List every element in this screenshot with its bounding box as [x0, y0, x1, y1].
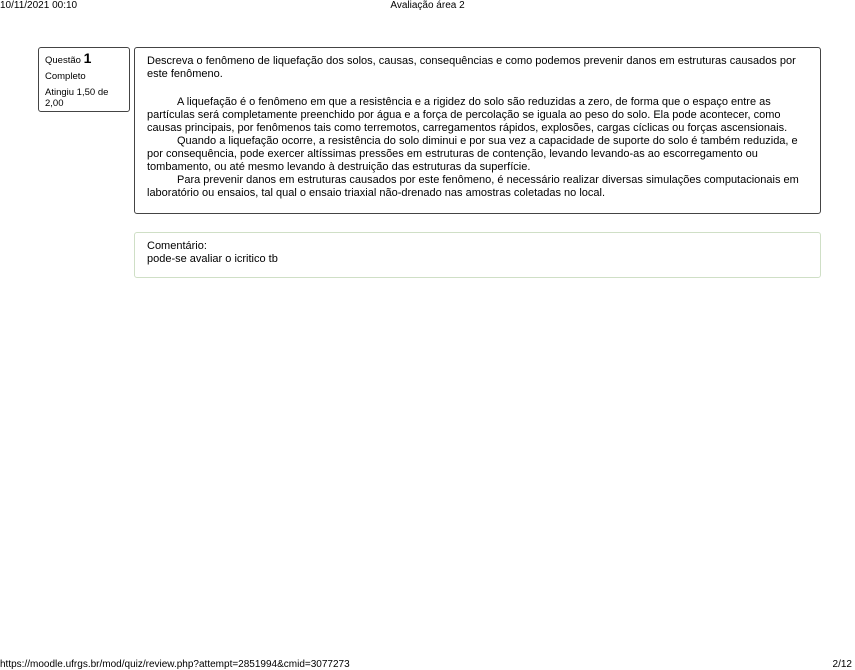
question-number-line: [45, 50, 123, 66]
print-header-title: Avaliação área 2: [390, 0, 465, 11]
question-state: Completo: [45, 71, 86, 82]
question-info-panel: [38, 47, 130, 112]
question-grade: Atingiu 1,50 de 2,00: [45, 87, 109, 109]
question-number: 1: [83, 50, 92, 66]
question-content-box: [134, 47, 821, 214]
answer-paragraph: Quando a liquefação ocorre, a resistência do solo diminui e por sua vez a capacidade de suporte do solo é também reduzida, e por consequência, pode exercer altíssimas pressões em estruturas de contenção, levando levando-as ao escorregamento ou tombamento, ou até mesmo levando à destruição das estruturas da superfície.: [147, 135, 798, 173]
print-footer-url: https://moodle.ufrgs.br/mod/quiz/review.php?attempt=2851994&cmid=3077273: [0, 659, 350, 670]
student-answer: [147, 96, 808, 200]
answer-paragraph: A liquefação é o fenômeno em que a resistência e a rigidez do solo são reduzidas a zero, de forma que o espaço entre as partículas será completamente preenchido por água e a força de percolação se iguala ao peso do solo. Ela pode acontecer, como causas principais, por fenômenos tais como terremotos, carregamentos rápidos, explosões, cargas cíclicas ou forças ascensionais.: [147, 96, 788, 134]
comment-box: [134, 232, 821, 278]
answer-paragraph: Para prevenir danos em estruturas causados por este fenômeno, é necessário realizar diversas simulações computacionais em laboratório ou ensaios, tal qual o ensaio triaxial não-drenado nas amostras coletadas no local.: [147, 174, 799, 199]
print-header-datetime: 10/11/2021 00:10: [0, 0, 78, 11]
question-text: Descreva o fenômeno de liquefação dos solos, causas, consequências e como podemos prevenir danos em estruturas causados por este fenômeno.: [147, 55, 796, 80]
print-footer-page-number: 2/12: [832, 659, 852, 670]
comment-label: Comentário:: [147, 240, 207, 252]
question-label: Questão: [45, 55, 81, 66]
comment-text: pode-se avaliar o icritico tb: [147, 253, 278, 265]
